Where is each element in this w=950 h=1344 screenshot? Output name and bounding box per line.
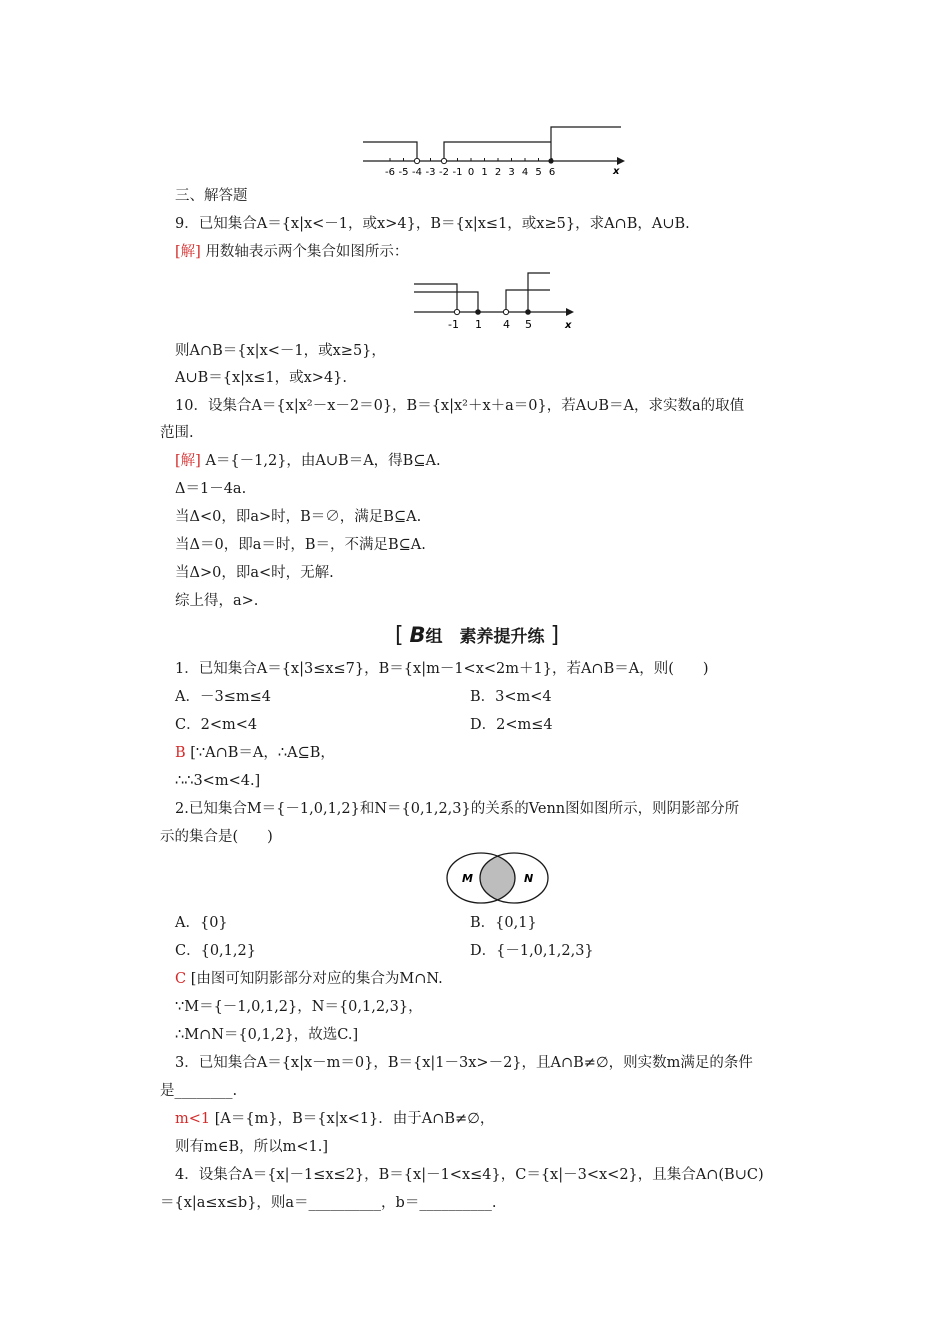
tick-label: 4: [503, 318, 510, 331]
explain-text: [A＝{m}，B＝{x|x<1}．由于A∩B≠∅，: [214, 1111, 495, 1127]
solution-text: A＝{－1,2}，由A∪B＝A，得B⊆A.: [205, 453, 441, 469]
q10-line: Δ＝1－4a.: [175, 481, 247, 497]
group-b-heading: [395, 622, 559, 648]
explain-text: [由图可知阴影部分对应的集合为M∩N.: [190, 971, 443, 987]
tick-label: 1: [481, 167, 488, 178]
q1-explain-2: ∴∴3<m<4.]: [175, 773, 261, 789]
q1-stem: 1．已知集合A＝{x|3≤x≤7}，B＝{x|m－1<x<2m＋1}，若A∩B＝A，则( ): [175, 661, 709, 677]
tick-label: 4: [521, 167, 529, 178]
group-title: 组 素养提升练: [425, 627, 545, 647]
solution-text: 用数轴表示两个集合如图所示：: [205, 244, 409, 260]
explain-text: [∵A∩B＝A，∴A⊆B，: [190, 745, 335, 761]
q10-line: 综上得，a>.: [175, 593, 259, 609]
tick-label: -2: [439, 167, 449, 178]
tick-label: 2: [494, 167, 502, 178]
answer-letter: C: [175, 971, 187, 987]
q1-option-b: B．3<m<4: [470, 689, 552, 705]
q9-solution-intro: [175, 242, 408, 262]
bracket-close: ]: [550, 623, 560, 648]
axis-label-x: x: [613, 166, 620, 177]
tick-label: -1: [448, 318, 459, 331]
q9-result-1: 则A∩B＝{x|x<－1，或x≥5}，: [175, 343, 386, 359]
tick-label: 0: [467, 167, 475, 178]
q10-stem-1: 10．设集合A＝{x|x²－x－2＝0}，B＝{x|x²＋x＋a＝0}，若A∪B＝A，求实数a的取值: [175, 398, 745, 414]
tick-label: -4: [412, 167, 422, 178]
q2-option-b: B．{0,1}: [470, 915, 537, 931]
tick-label: 5: [535, 167, 542, 178]
q9-result-2: A∪B＝{x|x≤1，或x>4}.: [175, 370, 348, 386]
q2-stem-1: 2.已知集合M＝{－1,0,1,2}和N＝{0,1,2,3}的关系的Venn图如图所示，则阴影部分所: [175, 801, 740, 817]
tick-label: 3: [508, 167, 515, 178]
q10-solution-first: [175, 451, 441, 471]
answer-letter: B: [175, 745, 186, 761]
q4-stem-2: ＝{x|a≤x≤b}，则a＝__________，b＝__________.: [160, 1195, 497, 1211]
answer-text: m<1: [175, 1111, 211, 1127]
tick-label: 5: [525, 318, 532, 331]
section-title: 三、解答题: [175, 188, 248, 204]
tick-label: -3: [425, 167, 436, 178]
q10-stem-2: 范围.: [160, 425, 194, 441]
q2-explain-3: ∴M∩N＝{0,1,2}，故选C.]: [175, 1027, 359, 1043]
venn-label-m: M: [462, 872, 473, 885]
q1-option-c: C．2<m<4: [175, 717, 258, 733]
axis-label-x: x: [565, 320, 572, 331]
q10-line: 当Δ＝0，即a＝时，B＝，不满足B⊆A.: [175, 537, 426, 553]
q9-stem: 9．已知集合A＝{x|x<－1，或x>4}，B＝{x|x≤1，或x≥5}，求A∩B，A∪B.: [175, 216, 690, 232]
venn-diagram: [442, 850, 554, 908]
q2-option-a: A．{0}: [175, 915, 228, 931]
group-letter: B: [409, 623, 426, 647]
solution-tag: [解]: [175, 453, 201, 469]
q3-stem-1: 3．已知集合A＝{x|x－m＝0}，B＝{x|1－3x>－2}，且A∩B≠∅，则实数m满足的条件: [175, 1055, 753, 1071]
q2-stem-2: 示的集合是( ): [160, 829, 273, 845]
bracket-open: [: [395, 623, 404, 648]
tick-label: 6: [548, 167, 556, 178]
q2-option-d: D．{－1,0,1,2,3}: [470, 943, 594, 959]
tick-label: -5: [398, 167, 409, 178]
q2-explain-2: ∵M＝{－1,0,1,2}，N＝{0,1,2,3}，: [175, 999, 423, 1015]
q3-explain-2: 则有m∈B，所以m<1.]: [175, 1139, 329, 1155]
tick-label: 1: [475, 318, 482, 331]
q2-explain-1: [175, 969, 443, 989]
q10-line: 当Δ>0，即a<时，无解.: [175, 565, 334, 581]
solution-tag: [解]: [175, 244, 201, 260]
q2-option-c: C．{0,1,2}: [175, 943, 256, 959]
number-line-figure-2: [410, 268, 580, 336]
venn-label-n: N: [524, 872, 534, 885]
q1-option-a: A．－3≤m≤4: [175, 689, 271, 705]
q4-stem-1: 4．设集合A＝{x|－1≤x≤2}，B＝{x|－1<x≤4}，C＝{x|－3<x<2}，且集合A∩(B∪C): [175, 1167, 764, 1183]
q3-stem-2: 是________.: [160, 1083, 238, 1099]
q10-line: 当Δ<0，即a>时，B＝∅，满足B⊆A.: [175, 509, 422, 525]
q1-option-d: D．2<m≤4: [470, 717, 553, 733]
number-line-figure-1: [355, 120, 635, 180]
q3-explain-1: [175, 1109, 494, 1129]
tick-label: -6: [385, 167, 395, 178]
q1-explain-1: [175, 743, 335, 763]
tick-label: -1: [452, 167, 463, 178]
